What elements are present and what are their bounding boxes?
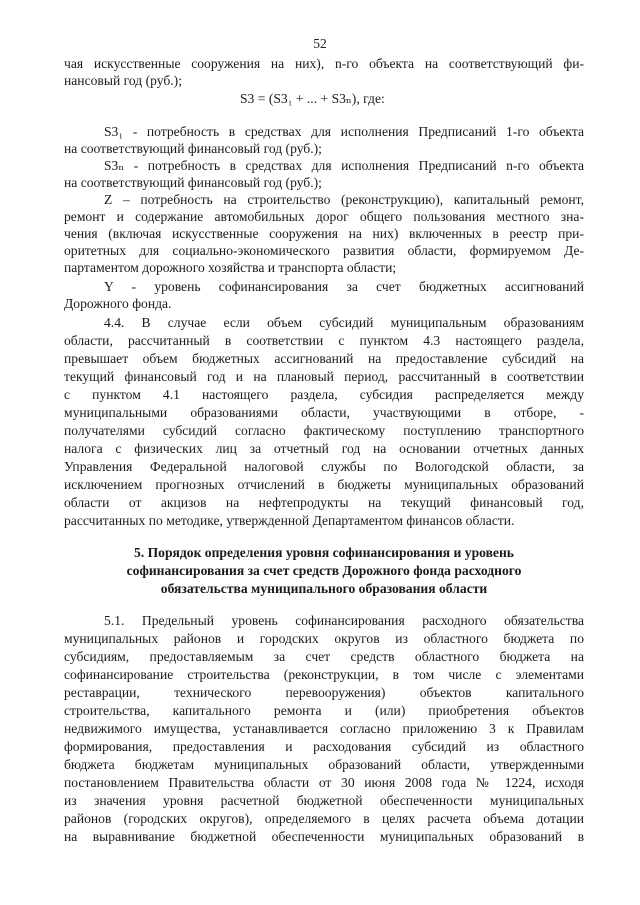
text-line: S3₁ - потребность в средствах для исполнения Предписаний 1-го объекта xyxy=(104,124,584,139)
text-line: 5.1. Предельный уровень софинансирования расходного обязательства xyxy=(104,613,584,628)
text-line: Дорожного фонда. xyxy=(64,296,172,311)
section-heading: софинансирования за счет средств Дорожного фонда расходного xyxy=(126,563,522,578)
text-line: области от акцизов на нефтепродукты на текущий финансовый год, xyxy=(64,495,584,510)
text-line: чая искусственные сооружения на них), n-го объекта на соответствующий фи- xyxy=(64,56,584,71)
text-line: постановлением Правительства области от 30 июня 2008 года № 1224, исходя xyxy=(64,775,584,790)
text-line: муниципальных районов и городских округов из областного бюджета по xyxy=(64,631,584,646)
text-line: 4.4. В случае если объем субсидий муниципальным образованиям xyxy=(104,315,584,330)
text-line: формирования, предоставления и расходования субсидий из областного xyxy=(64,739,584,754)
text-line: превышает объем бюджетных ассигнований на предоставление субсидий на xyxy=(64,351,584,366)
text-line: Z – потребность на строительство (реконструкцию), капитальный ремонт, xyxy=(104,192,584,207)
text-line: субсидиям, предоставляемым за счет средств областного бюджета на xyxy=(64,649,584,664)
text-line: рассчитанных по методике, утвержденной Департаментом финансов области. xyxy=(64,513,515,528)
text-line: S3ₙ - потребность в средствах для исполнения Предписаний n-го объекта xyxy=(104,158,584,173)
section-heading: обязательства муниципального образования области xyxy=(160,581,488,596)
text-line: партаментом дорожного хозяйства и транспорта области; xyxy=(64,260,397,275)
text-line: на выравнивание бюджетной обеспеченности муниципальных образований в xyxy=(64,829,584,844)
formula-line: S3 = (S3₁ + ... + S3ₙ), где: xyxy=(240,91,385,106)
text-line: Y - уровень софинансирования за счет бюджетных ассигнований xyxy=(104,279,584,294)
text-line: софинансирование строительства (реконструкции, в том числе с элементами xyxy=(64,667,584,682)
text-line: из значения уровня расчетной бюджетной обеспеченности муниципальных xyxy=(64,793,584,808)
text-line: текущий финансовый год и на плановый период, рассчитанный в соответствии xyxy=(64,369,584,384)
text-line: налога с физических лиц за отчетный год на основании отчетных данных xyxy=(64,441,584,456)
text-line: муниципальными образованиями области, участвующими в отборе, - xyxy=(64,405,584,420)
text-line: на соответствующий финансовый год (руб.); xyxy=(64,141,322,156)
text-line: с пунктом 4.1 настоящего раздела, субсидия распределяется между xyxy=(64,387,584,402)
text-line: получателями субсидий согласно фактическому поступлению транспортного xyxy=(64,423,584,438)
text-line: районов (городских округов), определяемого в целях расчета объема дотации xyxy=(64,811,584,826)
text-line: нансовый год (руб.); xyxy=(64,73,182,88)
text-line: исключением прогнозных отчислений в бюджеты муниципальных образований xyxy=(64,477,584,492)
page-number: 52 xyxy=(313,36,327,51)
text-line: недвижимого имущества, устанавливается согласно приложению 3 к Правилам xyxy=(64,721,584,736)
text-line: бюджета бюджетам муниципальных образований области, утвержденными xyxy=(64,757,584,772)
text-line: ремонт и содержание автомобильных дорог общего пользования местного зна- xyxy=(64,209,584,224)
text-line: Управления Федеральной налоговой службы по Вологодской области, за xyxy=(64,459,584,474)
text-line: реставрации, технического перевооружения) объектов капитального xyxy=(64,685,584,700)
text-line: на соответствующий финансовый год (руб.); xyxy=(64,175,322,190)
text-line: строительства, капитального ремонта и (или) приобретения объектов xyxy=(64,703,584,718)
text-line: области, рассчитанный в соответствии с пунктом 4.3 настоящего раздела, xyxy=(64,333,584,348)
section-heading: 5. Порядок определения уровня софинансирования и уровень xyxy=(134,545,514,560)
text-line: оритетных для социально-экономического развития области, формируемом Де- xyxy=(64,243,584,258)
text-line: чения (включая искусственные сооружения на них) включенных в реестр при- xyxy=(64,226,584,241)
